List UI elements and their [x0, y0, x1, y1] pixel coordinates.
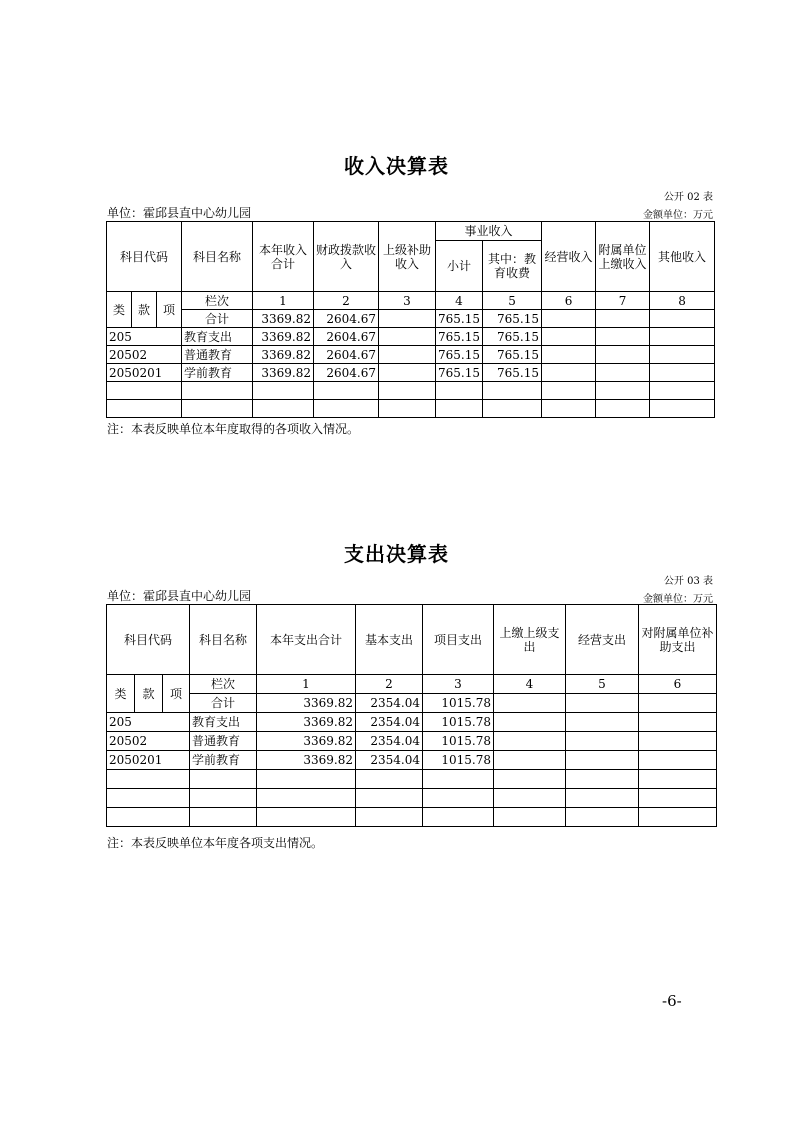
table-row: [107, 732, 717, 751]
expense-header-name: 科目名称: [190, 605, 257, 675]
empty-row: [107, 789, 717, 808]
income-header-name: 科目名称: [182, 222, 253, 292]
expense-row-code: 2050201: [107, 751, 190, 770]
expense-sub-xiang: 项: [163, 675, 190, 713]
income-sub-lanci: 栏次: [182, 292, 253, 310]
income-cell: [596, 310, 650, 328]
expense-header-code: 科目代码: [107, 605, 190, 675]
expense-col-number: 4: [494, 675, 566, 694]
table-row: [107, 713, 717, 732]
expense-note: 注：本表反映单位本年度各项支出情况。: [107, 836, 324, 850]
income-cell: [542, 346, 596, 364]
income-header-other: 其他收入: [650, 222, 715, 292]
income-cell: 3369.82: [253, 346, 314, 364]
income-header-fiscal: 财政拨款收入: [314, 222, 379, 292]
income-header-affiliate: 附属单位上缴收入: [596, 222, 650, 292]
expense-cell: [639, 732, 717, 751]
income-row-code: 20502: [107, 346, 182, 364]
expense-row-code: 20502: [107, 732, 190, 751]
income-cell: [650, 364, 715, 382]
income-row-code: 205: [107, 328, 182, 346]
income-total-row: [107, 310, 715, 328]
income-cell: 3369.82: [253, 310, 314, 328]
income-header-business: 经营收入: [542, 222, 596, 292]
income-row-code: 2050201: [107, 364, 182, 382]
expense-cell: 1015.78: [423, 694, 494, 713]
expense-row-name: 学前教育: [190, 751, 257, 770]
expense-cell: 3369.82: [257, 694, 356, 713]
income-cell: 765.15: [483, 346, 542, 364]
income-cell: 765.15: [483, 364, 542, 382]
expense-table-code: 公开 03 表: [663, 576, 713, 587]
income-cell: [650, 346, 715, 364]
income-cell: 765.15: [436, 346, 483, 364]
expense-cell: 2354.04: [356, 694, 423, 713]
expense-col-number: 2: [356, 675, 423, 694]
income-col-number: 6: [542, 292, 596, 310]
expense-cell: [494, 713, 566, 732]
expense-cell: 1015.78: [423, 732, 494, 751]
empty-row: [107, 400, 715, 418]
income-table-code: 公开 02 表: [663, 192, 713, 203]
expense-col-number: 5: [566, 675, 639, 694]
expense-cell: [639, 713, 717, 732]
income-row-name: 教育支出: [182, 328, 253, 346]
income-col-number: 2: [314, 292, 379, 310]
income-col-number: 5: [483, 292, 542, 310]
income-cell: 765.15: [436, 310, 483, 328]
expense-table: [106, 604, 717, 827]
income-note: 注：本表反映单位本年度取得的各项收入情况。: [107, 422, 360, 436]
income-header-subtotal: 小计: [436, 241, 483, 292]
income-header-code: 科目代码: [107, 222, 182, 292]
expense-sub-lanci: 栏次: [190, 675, 257, 694]
income-col-number: 4: [436, 292, 483, 310]
expense-amount-unit: 金额单位：万元: [643, 594, 713, 605]
income-col-number: 8: [650, 292, 715, 310]
expense-cell: 2354.04: [356, 732, 423, 751]
expense-cell: 2354.04: [356, 713, 423, 732]
table-row: [107, 364, 715, 382]
expense-header-payup: 上缴上级支出: [494, 605, 566, 675]
income-header-subsidy: 上级补助收入: [379, 222, 436, 292]
expense-cell: [566, 751, 639, 770]
income-cell: [542, 328, 596, 346]
income-header-edu-fee: 其中：教育收费: [483, 241, 542, 292]
expense-col-number: 3: [423, 675, 494, 694]
expense-cell: [639, 751, 717, 770]
expense-cell: 3369.82: [257, 751, 356, 770]
page-number: -6-: [662, 992, 682, 1010]
expense-cell: [494, 694, 566, 713]
expense-cell: 1015.78: [423, 713, 494, 732]
income-cell: 765.15: [483, 328, 542, 346]
income-unit: 单位：霍邱县直中心幼儿园: [107, 206, 252, 220]
income-cell: [596, 328, 650, 346]
income-cell: [596, 346, 650, 364]
income-cell: [542, 310, 596, 328]
income-cell: 2604.67: [314, 328, 379, 346]
empty-row: [107, 382, 715, 400]
income-col-number: 7: [596, 292, 650, 310]
income-header-career: 事业收入: [436, 222, 542, 241]
expense-col-number: 1: [257, 675, 356, 694]
income-cell: 2604.67: [314, 346, 379, 364]
expense-row-name: 教育支出: [190, 713, 257, 732]
empty-row: [107, 808, 717, 827]
income-cell: 765.15: [483, 310, 542, 328]
table-row: [107, 751, 717, 770]
income-sub-kuan: 款: [132, 292, 157, 328]
expense-cell: 1015.78: [423, 751, 494, 770]
income-total-label: 合计: [182, 310, 253, 328]
income-cell: [379, 310, 436, 328]
income-col-number: 3: [379, 292, 436, 310]
expense-cell: [639, 694, 717, 713]
income-cell: 2604.67: [314, 364, 379, 382]
expense-cell: [494, 732, 566, 751]
expense-cell: [566, 732, 639, 751]
income-row-name: 普通教育: [182, 346, 253, 364]
income-col-number: 1: [253, 292, 314, 310]
expense-total-label: 合计: [190, 694, 257, 713]
expense-sub-lei: 类: [107, 675, 135, 713]
expense-cell: 3369.82: [257, 732, 356, 751]
income-amount-unit: 金额单位：万元: [643, 210, 713, 221]
income-sub-lei: 类: [107, 292, 132, 328]
expense-header-affiliate: 对附属单位补助支出: [639, 605, 717, 675]
expense-cell: [494, 751, 566, 770]
income-title: 收入决算表: [344, 154, 449, 178]
expense-header-basic: 基本支出: [356, 605, 423, 675]
expense-col-number: 6: [639, 675, 717, 694]
income-cell: [596, 364, 650, 382]
expense-cell: 3369.82: [257, 713, 356, 732]
income-cell: [650, 310, 715, 328]
expense-header-project: 项目支出: [423, 605, 494, 675]
expense-unit: 单位：霍邱县直中心幼儿园: [107, 589, 252, 603]
income-row-name: 学前教育: [182, 364, 253, 382]
income-cell: [379, 364, 436, 382]
expense-cell: 2354.04: [356, 751, 423, 770]
expense-row-name: 普通教育: [190, 732, 257, 751]
income-cell: 765.15: [436, 328, 483, 346]
table-row: [107, 346, 715, 364]
income-sub-xiang: 项: [157, 292, 182, 328]
income-cell: 2604.67: [314, 310, 379, 328]
expense-sub-kuan: 款: [135, 675, 163, 713]
income-cell: 3369.82: [253, 328, 314, 346]
expense-header-business: 经营支出: [566, 605, 639, 675]
empty-row: [107, 770, 717, 789]
income-cell: [379, 346, 436, 364]
income-table: [106, 221, 715, 418]
income-header-total: 本年收入合计: [253, 222, 314, 292]
income-cell: [650, 328, 715, 346]
income-cell: 765.15: [436, 364, 483, 382]
expense-cell: [566, 694, 639, 713]
income-cell: [542, 364, 596, 382]
expense-header-total: 本年支出合计: [257, 605, 356, 675]
expense-row-code: 205: [107, 713, 190, 732]
table-row: [107, 328, 715, 346]
income-cell: [379, 328, 436, 346]
expense-title: 支出决算表: [344, 542, 449, 566]
expense-cell: [566, 713, 639, 732]
income-cell: 3369.82: [253, 364, 314, 382]
expense-total-row: [107, 694, 717, 713]
